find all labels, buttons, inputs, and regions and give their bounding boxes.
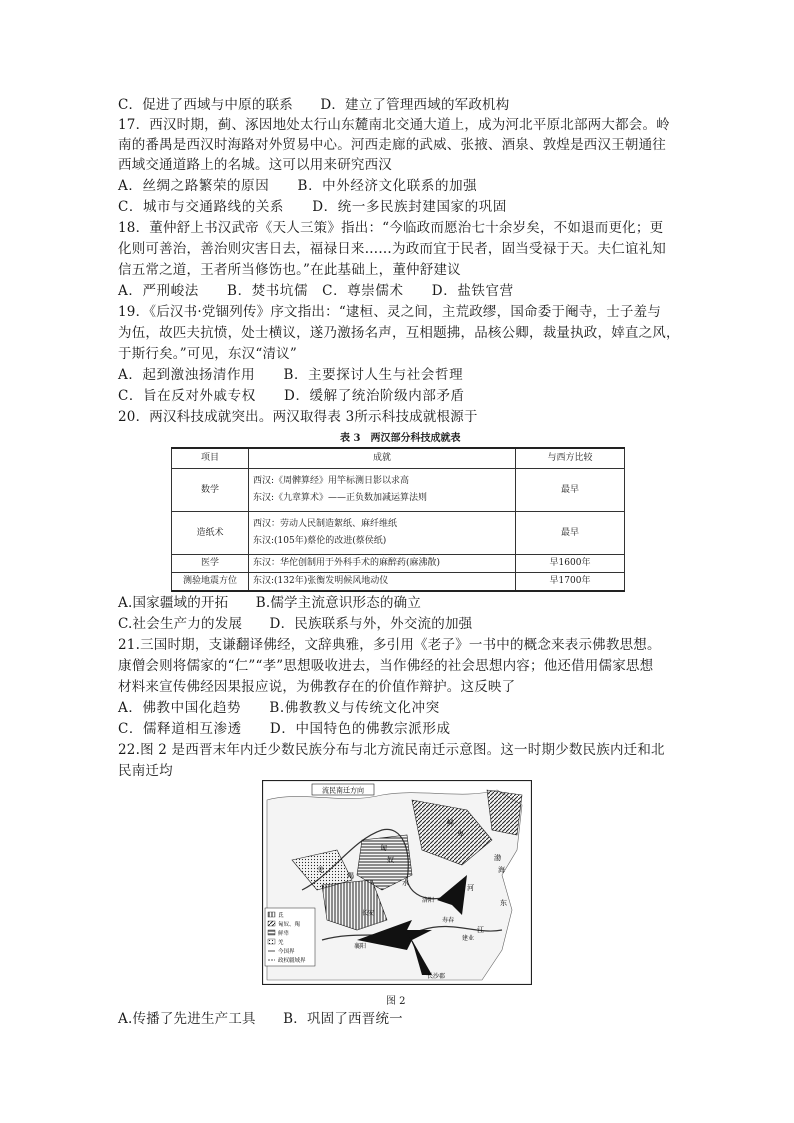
liaodong-region: [487, 790, 522, 835]
question-21-options: A．佛教中国化趋势 B.佛教教义与传统文化冲突: [118, 700, 440, 716]
table-3: [171, 447, 625, 592]
question-19-stem: 19．《后汉书·党锢列传》序文指出：“逮桓、灵之间，主荒政缪，国命委于阉寺，士子羞与: [118, 304, 662, 320]
table-header: 与西方比较: [516, 448, 625, 469]
map-place: 水: [402, 879, 409, 887]
table-caption: 表 3 两汉部分科技成就表: [340, 433, 461, 444]
map-place: 卑: [457, 830, 464, 838]
question-17-options: A．丝绸之路繁荣的原因 B．中外经济文化联系的加强: [118, 178, 478, 194]
question-19-options: C．旨在反对外戚专权 D．缓解了统治阶级内部矛盾: [118, 388, 465, 404]
table-cell-item: 造纸术: [172, 512, 249, 555]
achievement-line: 东汉:《九章算术》——正负数加减运算法则: [253, 493, 428, 503]
question-21-stem: 康僧会则将儒家的“仁”“孝”思想吸收进去，当作佛经的社会思想内容；他还借用儒家思想: [118, 658, 654, 674]
question-17-options: C．城市与交通路线的关系 D．统一多民族封建国家的巩固: [118, 199, 507, 215]
table-header: 成就: [249, 448, 516, 469]
question-20-stem: 20．两汉科技成就突出。两汉取得表 3所示科技成就根源于: [118, 409, 478, 425]
table-cell-compare: 最早: [516, 469, 625, 512]
figure-caption: 图 2: [386, 996, 406, 1007]
question-19-stem: 于斯行矣。”可见，东汉“清议”: [118, 346, 297, 362]
map-place: 海: [498, 866, 505, 874]
question-21-stem: 材料来宣传佛经因果报应说，为佛教存在的价值作辩护。这反映了: [118, 679, 516, 695]
question-21-stem: 21.三国时期，支谦翻译佛经，文辞典雅，多引用《老子》一书中的概念来表示佛教思想。: [118, 637, 661, 653]
achievement-line: 东汉:(132年)张衡发明候风地动仪: [253, 576, 389, 586]
table-row: [172, 512, 625, 555]
question-17-stem: 南的番禺是西汉时海路对外贸易中心。河西走廊的武威、张掖、酒泉、敦煌是西汉王朝通往: [118, 137, 666, 153]
legend-label: 鲜卑: [278, 931, 290, 937]
map-place: 鲜: [447, 819, 454, 827]
table-row: [172, 573, 625, 592]
question-18-options: A．严刑峻法 B．焚书坑儒 C．尊崇儒术 D．盐铁官营: [118, 283, 514, 299]
legend-label: 羌: [278, 940, 284, 946]
table-cell-achievement: [249, 555, 516, 573]
map-place: 襄阳: [354, 943, 367, 950]
map-place: 长沙郡: [427, 973, 446, 980]
question-22-options: A.传播了先进生产工具 B．巩固了西晋统一: [118, 1011, 403, 1027]
map-place: 羯: [347, 872, 354, 880]
legend-swatch-xiongnu: [268, 921, 275, 926]
table-cell-item: 医学: [172, 555, 249, 573]
legend-label: 匈奴、羯: [278, 922, 301, 928]
table-cell-item: 测验地震方位: [172, 573, 249, 592]
map-place: 洛阳: [422, 897, 435, 904]
table-row: [172, 469, 625, 512]
map-place: 东: [500, 899, 507, 907]
map-legend-title: 流民南迁方向: [322, 786, 364, 795]
table-row: [172, 555, 625, 573]
question-20-options: C.社会生产力的发展 D．民族联系与外，外交流的加强: [118, 616, 473, 632]
question-18-stem: 信五常之道，王者所当修饬也。”在此基础上，董仲舒建议: [118, 262, 461, 278]
table-cell-achievement: [249, 469, 516, 512]
legend-label: 政权疆域界: [278, 958, 306, 964]
table-cell-compare: 早1600年: [516, 555, 625, 573]
legend-label: 今国界: [278, 949, 295, 955]
map-place: 羌: [317, 866, 324, 874]
legend-label: 氐: [278, 913, 284, 919]
question-17-stem: 西域交通道路上的名城。这可以用来研究西汉: [118, 157, 392, 173]
question-19-stem: 为伍，故匹夫抗愤，处士横议，遂乃激扬名声，互相题拂，品核公卿，裁量执政，婞直之风，: [118, 325, 680, 341]
map-place: 寿春: [442, 917, 455, 924]
achievement-line: 东汉:(105年)蔡伦的改进(蔡侯纸): [253, 536, 387, 546]
question-20-options: A.国家疆域的开拓 B.儒学主流意识形态的确立: [118, 595, 422, 611]
legend-swatch-di: [268, 912, 275, 917]
question-17-stem: 17．西汉时期，蓟、涿因地处太行山东麓南北交通大道上，成为河北平原北部两大都会。岭: [118, 117, 670, 133]
question-18-stem: 化则可善治，善治则灾害日去，福禄日来……为政而宜于民者，固当受禄于天。夫仁谊礼知: [118, 241, 666, 257]
question-18-stem: 18．董仲舒上书汉武帝《天人三策》指出：“今临政而愿治七十余岁矣，不如退而更化；更: [118, 220, 664, 236]
table-cell-achievement: [249, 512, 516, 555]
table-cell-compare: 早1700年: [516, 573, 625, 592]
legend-swatch-xianbei: [268, 930, 275, 935]
table-cell-item: 数学: [172, 469, 249, 512]
achievement-line: 西汉：劳动人民制造絮纸、麻纤维纸: [253, 519, 398, 529]
question-19-options: A．起到激浊扬清作用 B．主要探讨人生与社会哲理: [118, 367, 464, 383]
map-place: 长安: [362, 910, 375, 917]
map-place: 奴: [387, 856, 394, 864]
map-place: 渤: [494, 854, 501, 862]
migration-map: [262, 780, 532, 985]
map-place: 河: [467, 884, 474, 892]
question-22-stem: 22.图 2 是西晋末年内迁少数民族分布与北方流民南迁示意图。这一时期少数民族内迁和北: [118, 742, 665, 758]
table-cell-compare: 最早: [516, 512, 625, 555]
question-21-options: C．儒释道相互渗透 D．中国特色的佛教宗派形成: [118, 721, 451, 737]
legend-swatch-qiang: [268, 939, 275, 944]
achievement-line: 西汉:《周髀算经》用竿标测日影以求高: [253, 476, 410, 486]
question-22-stem: 民南迁均: [118, 763, 173, 779]
map-place: 建业: [462, 935, 475, 942]
achievement-line: 东汉：华佗创制用于外科手术的麻醉药(麻沸散): [253, 558, 441, 568]
table-header: 项目: [172, 448, 249, 469]
option-line: C．促进了西域与中原的联系 D．建立了管理西域的军政机构: [118, 97, 510, 113]
map-place: 匈: [380, 844, 387, 852]
map-place: 江: [477, 926, 484, 934]
table-cell-achievement: [249, 573, 516, 592]
